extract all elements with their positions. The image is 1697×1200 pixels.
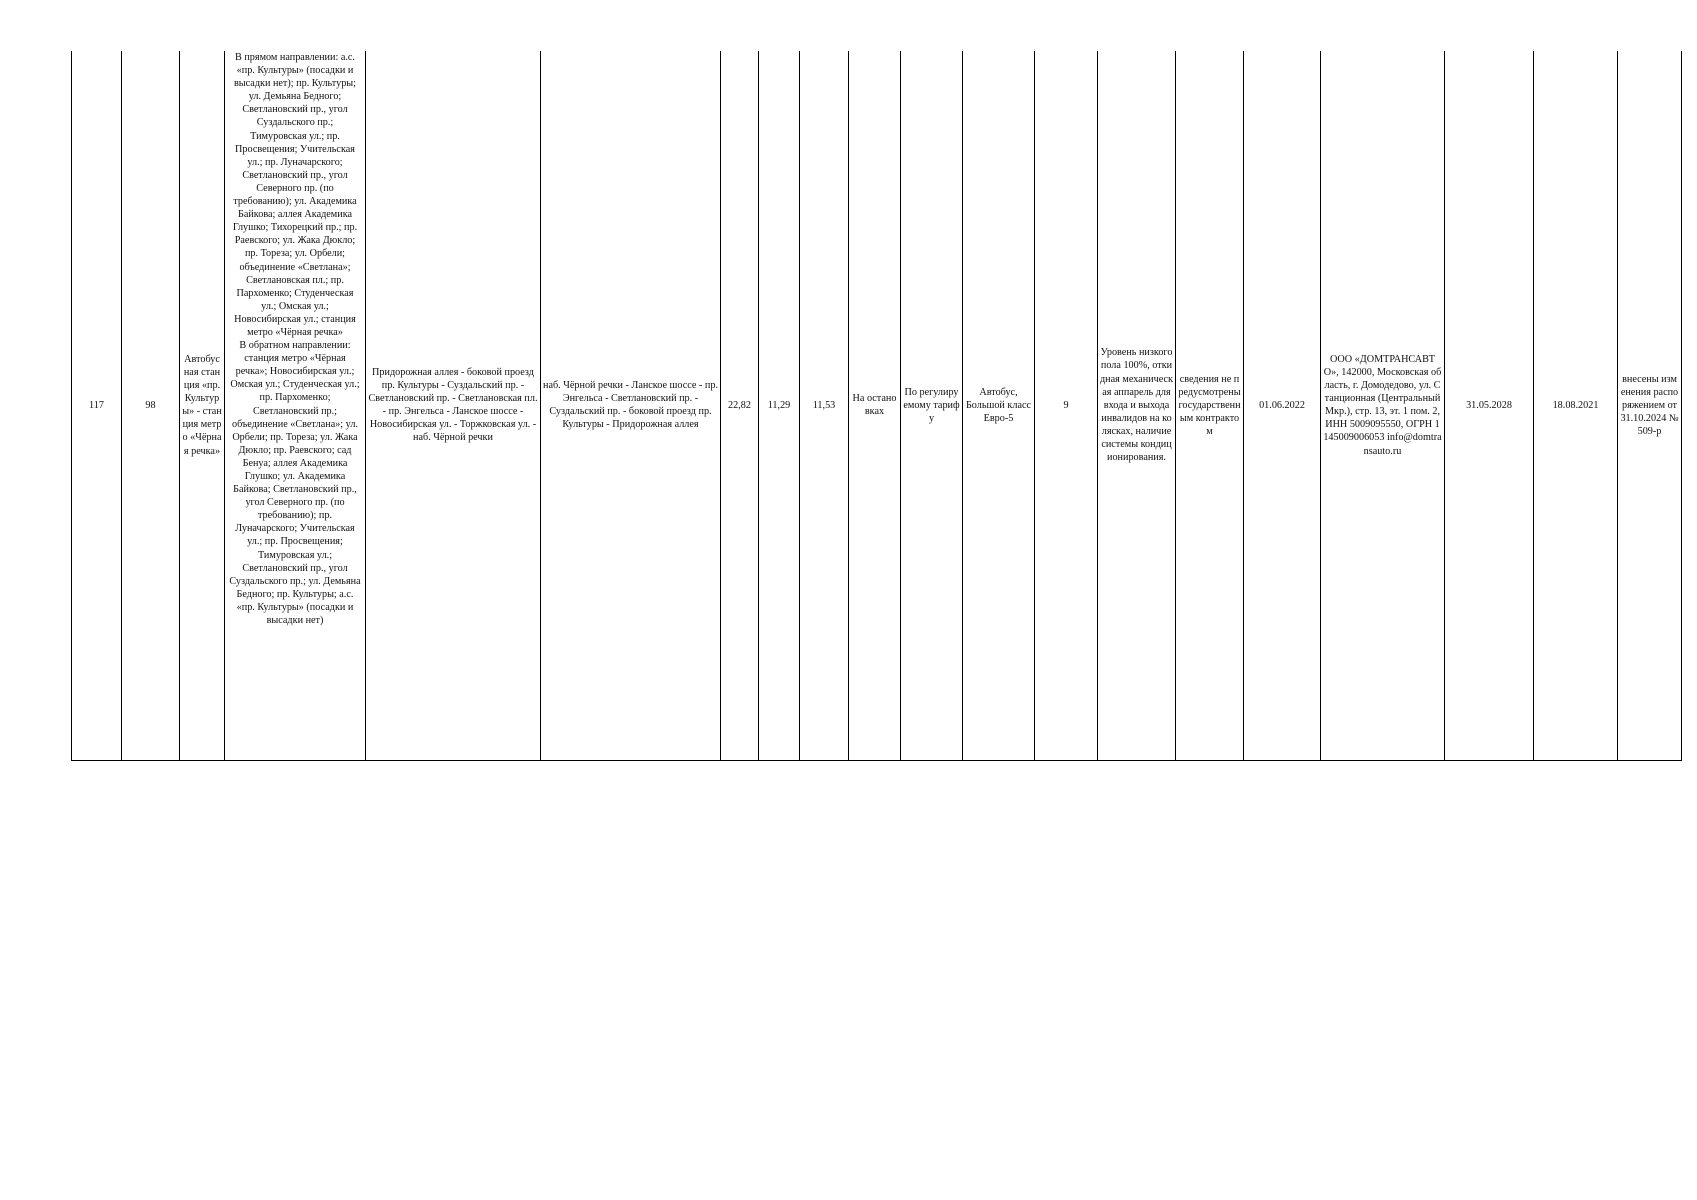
carrier-cell: ООО «ДОМТРАНСАВТО», 142000, Московская область, г. Домодедово, ул. Станционная (Центральный Мкр.), стр. 13, эт. 1 пом. 2, ИНН 5009095550, ОГРН 1145009006053 info@domtransauto.ru [1321, 51, 1445, 760]
tariff-cell: По регулируемому тарифу [901, 51, 963, 760]
stops-forward-text: В прямом направлении: а.с. «пр. Культуры» (посадки и высадки нет); пр. Культуры; ул. Демьяна Бедного; Светлановский пр., угол Суздальского пр.; Тимуровская ул.; пр. Просвещения; Учительская ул.; пр. Луначарского; Светлановский пр., угол Северного пр. (по требованию); ул. Академика Байкова; аллея Академика Глушко; Тихорецкий пр.; пр. Раевского; ул. Жака Дюкло; пр. Тореза; ул. Орбели; объединение «Светлана»; Светлановская пл.; пр. Пархоменко; Студенческая ул.; Омская ул.; Новосибирская ул.; станция метро «Чёрная речка» [232, 52, 358, 338]
features-cell: Уровень низкого пола 100%, откидная механическая аппарель для входа и выхода инвалидов на колясках, наличие системы кондиционирования. [1098, 51, 1176, 760]
streets-forward-cell: Придорожная аллея - боковой проезд пр. Культуры - Суздальский пр. - Светлановский пр. - Светлановская пл. - пр. Энгельса - Ланское шоссе - Новосибирская ул. - Торжковская ул. - наб. Чёрной речки [366, 51, 541, 760]
changes-cell: внесены изменения распоряжением от 31.10.2024 № 509-р [1618, 51, 1682, 760]
stops-cell [225, 51, 366, 760]
length-forward-cell: 11,29 [759, 51, 800, 760]
end-date-cell: 31.05.2028 [1445, 51, 1534, 760]
route-name-cell: Автобусная станция «пр. Культуры» - станция метро «Чёрная речка» [180, 51, 225, 760]
streets-backward-cell: наб. Чёрной речки - Ланское шоссе - пр. Энгельса - Светлановский пр. - Суздальский пр. - боковой проезд пр. Культуры - Придорожная аллея [541, 51, 721, 760]
length-total-cell: 22,82 [721, 51, 759, 760]
table-row [72, 51, 1682, 760]
route-number-cell: 98 [122, 51, 180, 760]
vehicle-count-cell: 9 [1035, 51, 1098, 760]
route-registry-table [71, 51, 1682, 761]
length-backward-cell: 11,53 [800, 51, 849, 760]
start-date-cell: 01.06.2022 [1244, 51, 1321, 760]
contract-cell: сведения не предусмотрены государственным контрактом [1176, 51, 1244, 760]
decision-date-cell: 18.08.2021 [1534, 51, 1618, 760]
stop-order-cell: На остановках [849, 51, 901, 760]
stops-backward-text: В обратном направлении: станция метро «Чёрная речка»; Новосибирская ул.; Омская ул.; Студенческая ул.; пр. Пархоменко; Светлановский пр.; объединение «Светлана»; ул. Орбели; пр. Тореза; ул. Жака Дюкло; пр. Раевского; сад Бенуа; аллея Академика Глушко; ул. Академика Байкова; Светлановский пр., угол Северного пр. (по требованию); пр. Луначарского; Учительская ул.; пр. Просвещения; Тимуровская ул.; Светлановский пр., угол Суздальского пр.; ул. Демьяна Бедного; пр. Культуры; а.с. «пр. Культуры» (посадки и высадки нет) [229, 340, 361, 627]
vehicle-cell: Автобус, Большой класс Евро-5 [963, 51, 1035, 760]
reg-number-cell: 117 [72, 51, 122, 760]
